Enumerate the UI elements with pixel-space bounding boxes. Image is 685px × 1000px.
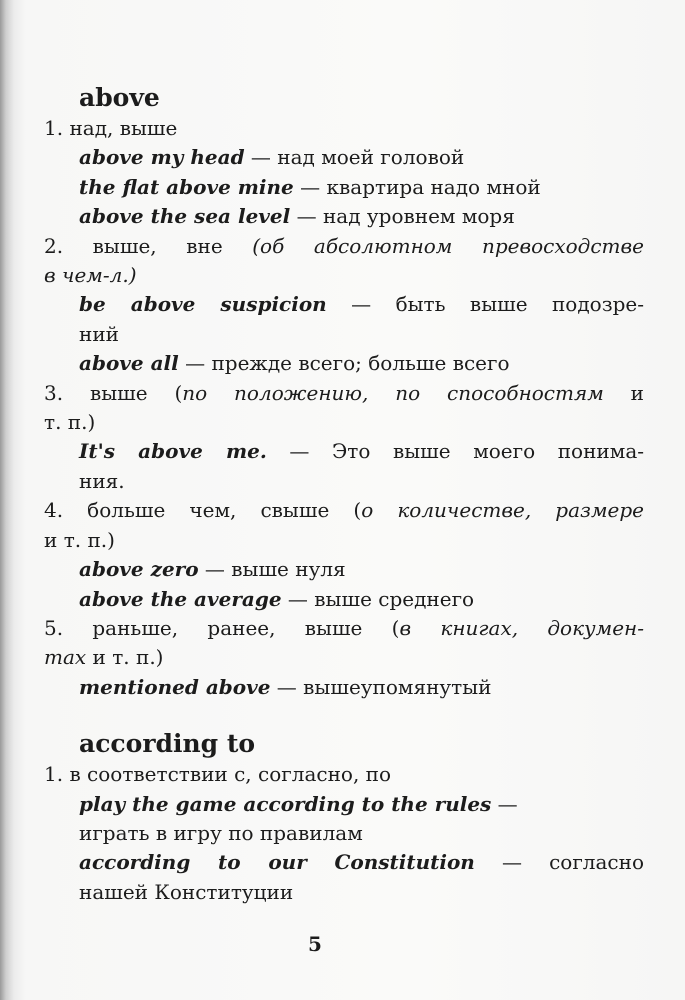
example-line: above zero — выше нуля — [79, 557, 346, 582]
sense-line: т. п.) — [44, 410, 96, 435]
entry-spacer — [44, 702, 644, 728]
sense-line: и т. п.) — [44, 527, 115, 552]
example-line: It's above me. — Это выше моего понима- — [79, 439, 644, 464]
sense-line: 5. раньше, ранее, выше (в книгах, докумен- — [44, 615, 644, 640]
entry-headword: according to — [79, 729, 256, 759]
sense-line: 1. в соответствии с, согласно, по — [44, 762, 392, 787]
sense-line: 2. выше, вне (об абсолютном превосходстве — [44, 233, 644, 258]
example-line: above the sea level — над уровнем моря — [79, 204, 515, 229]
page-number: 5 — [308, 932, 322, 956]
example-line: play the game according to the rules — — [79, 791, 518, 816]
example-line: нашей Конституции — [79, 879, 294, 904]
example-line: above all — прежде всего; больше всего — [79, 351, 510, 376]
example-line: the flat above mine — квартира надо мной — [79, 174, 541, 199]
entry-above — [44, 82, 644, 702]
entry-according-to — [44, 728, 644, 907]
sense-line: 3. выше (по положению, по способностям и — [44, 380, 645, 405]
sense-line: 4. больше чем, свыше (о количестве, размере — [44, 498, 645, 523]
page-content — [44, 82, 644, 907]
entry-headword: above — [79, 83, 160, 112]
example-line: according to our Constitution — согласно — [79, 850, 644, 875]
example-line: ния. — [79, 468, 125, 493]
example-line: above my head — над моей головой — [79, 145, 465, 170]
sense-line: тах и т. п.) — [44, 645, 164, 670]
example-line: mentioned above — вышеупомянутый — [79, 674, 492, 699]
example-line: играть в игру по правилам — [79, 820, 363, 845]
sense-line: 1. над, выше — [44, 116, 178, 140]
example-line: ний — [79, 321, 119, 346]
example-line: be above suspicion — быть выше подозре- — [79, 292, 645, 317]
example-line: above the average — выше среднего — [79, 586, 475, 611]
sense-line: в чем-л.) — [44, 263, 137, 288]
